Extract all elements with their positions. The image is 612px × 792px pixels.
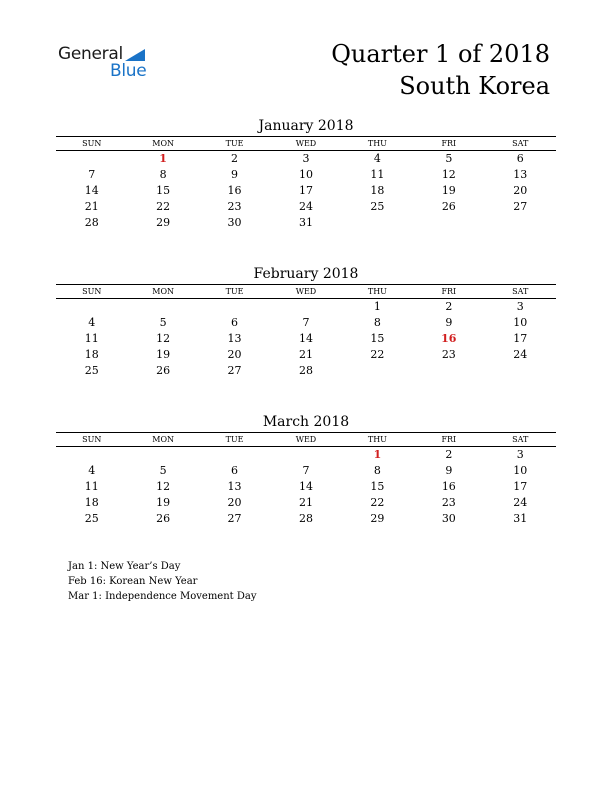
day-cell [127,299,198,315]
day-cell: 19 [441,184,456,197]
day-cell: 7 [88,168,96,181]
week-row [56,511,556,527]
day-cell: 25 [84,512,99,525]
day-cell: 16 [441,480,456,493]
week-row [56,347,556,363]
day-cell: 3 [516,448,524,461]
day-cell: 13 [513,168,528,181]
day-cell: 23 [441,496,456,509]
day-cell: 15 [370,332,385,345]
day-cell: 26 [156,512,171,525]
day-cell: 25 [370,200,385,213]
day-cell: 11 [370,168,385,181]
day-cell: 2 [231,152,239,165]
day-cell: 21 [84,200,99,213]
day-cell [342,215,413,231]
day-cell: 4 [88,316,96,329]
weekday-header [56,136,556,151]
week-row [56,447,556,463]
month-title: February 2018 [253,266,359,282]
month-calendar-february [56,264,556,379]
day-cell: 13 [227,480,242,493]
week-row [56,215,556,231]
weekday-label: SAT [512,139,529,148]
weekday-label: TUE [225,287,244,296]
weekday-label: THU [367,287,387,296]
day-cell: 18 [370,184,385,197]
day-cell: 8 [373,316,381,329]
day-cell: 20 [227,348,242,361]
day-cell [485,363,556,379]
weekday-label: SUN [82,139,102,148]
weekday-label: SAT [512,287,529,296]
logo-text-general: General [58,44,123,64]
day-cell: 28 [84,216,99,229]
weekday-label: FRI [441,139,457,148]
day-cell: 15 [370,480,385,493]
day-cell: 19 [156,496,171,509]
day-cell: 12 [156,480,171,493]
day-cell [485,215,556,231]
day-cell [342,363,413,379]
day-cell: 27 [227,512,242,525]
day-cell: 5 [159,464,167,477]
day-cell: 22 [370,348,385,361]
week-row [56,331,556,347]
month-calendar-march [56,412,556,527]
day-cell [270,299,341,315]
day-cell: 24 [513,348,528,361]
weekday-label: MON [152,139,174,148]
day-cell: 18 [84,496,99,509]
day-cell: 9 [445,464,453,477]
day-cell [270,447,341,463]
holiday-day-cell: 1 [373,448,382,461]
day-cell: 22 [370,496,385,509]
day-cell [413,215,484,231]
day-cell: 5 [159,316,167,329]
day-cell [413,363,484,379]
weekday-label: WED [295,139,317,148]
day-cell: 7 [302,316,310,329]
month-title: January 2018 [258,118,354,134]
month-title: March 2018 [262,414,350,430]
day-cell: 12 [441,168,456,181]
day-cell: 4 [88,464,96,477]
holiday-note: Mar 1: Independence Movement Day [68,591,257,602]
day-cell: 13 [227,332,242,345]
week-row [56,199,556,215]
day-cell: 8 [159,168,167,181]
weekday-header [56,432,556,447]
day-cell: 31 [298,216,313,229]
day-cell: 12 [156,332,171,345]
day-cell: 2 [445,300,453,313]
day-cell: 11 [84,332,99,345]
day-cell: 11 [84,480,99,493]
day-cell: 27 [227,364,242,377]
week-row [56,479,556,495]
day-cell: 14 [84,184,99,197]
month-calendar-january [56,116,556,231]
day-cell: 29 [370,512,385,525]
week-row [56,299,556,315]
day-cell: 30 [441,512,456,525]
page-title [331,38,550,102]
day-cell: 14 [298,332,313,345]
week-row [56,463,556,479]
day-cell [56,447,127,463]
holiday-note: Jan 1: New Year’s Day [68,561,181,572]
week-row [56,183,556,199]
day-cell [199,447,270,463]
day-cell: 24 [298,200,313,213]
weekday-label: FRI [441,287,457,296]
day-cell: 3 [516,300,524,313]
day-cell: 24 [513,496,528,509]
day-cell: 19 [156,348,171,361]
holiday-note: Feb 16: Korean New Year [68,576,198,587]
weekday-label: MON [152,287,174,296]
day-cell: 10 [513,316,528,329]
week-row [56,495,556,511]
day-cell: 8 [373,464,381,477]
weekday-label: SUN [82,287,102,296]
day-cell [127,447,198,463]
title-quarter: Quarter 1 of 2018 [331,40,550,68]
weekday-header [56,284,556,299]
day-cell: 23 [441,348,456,361]
logo-flag-icon [125,49,145,61]
day-cell: 31 [513,512,528,525]
day-cell: 16 [227,184,242,197]
day-cell: 26 [156,364,171,377]
day-cell: 20 [513,184,528,197]
day-cell: 26 [441,200,456,213]
generalblue-logo [58,44,158,84]
day-cell: 30 [227,216,242,229]
day-cell: 15 [156,184,171,197]
day-cell: 28 [298,512,313,525]
weekday-label: MON [152,435,174,444]
week-row [56,363,556,379]
day-cell: 20 [227,496,242,509]
week-row [56,151,556,167]
weekday-label: FRI [441,435,457,444]
day-cell: 29 [156,216,171,229]
day-cell: 14 [298,480,313,493]
day-cell: 17 [513,332,528,345]
day-cell: 6 [231,316,239,329]
week-row [56,315,556,331]
day-cell: 25 [84,364,99,377]
day-cell: 17 [513,480,528,493]
day-cell: 22 [156,200,171,213]
day-cell [56,151,127,167]
title-country: South Korea [399,72,550,100]
day-cell: 10 [513,464,528,477]
day-cell: 10 [298,168,313,181]
weekday-label: TUE [225,139,244,148]
day-cell: 7 [302,464,310,477]
holiday-notes [68,559,257,604]
day-cell: 4 [373,152,381,165]
day-cell [56,299,127,315]
day-cell: 23 [227,200,242,213]
day-cell: 9 [445,316,453,329]
day-cell: 27 [513,200,528,213]
logo-text-blue: Blue [110,61,147,81]
weekday-label: WED [295,287,317,296]
day-cell [199,299,270,315]
day-cell: 21 [298,496,313,509]
weekday-label: SUN [82,435,102,444]
day-cell: 18 [84,348,99,361]
day-cell: 9 [231,168,239,181]
day-cell: 6 [516,152,524,165]
day-cell: 21 [298,348,313,361]
week-row [56,167,556,183]
weekday-label: WED [295,435,317,444]
day-cell: 1 [373,300,381,313]
day-cell: 17 [298,184,313,197]
day-cell: 5 [445,152,453,165]
holiday-day-cell: 16 [441,332,457,345]
weekday-label: TUE [225,435,244,444]
day-cell: 6 [231,464,239,477]
weekday-label: THU [367,435,387,444]
weekday-label: SAT [512,435,529,444]
day-cell: 28 [298,364,313,377]
day-cell: 2 [445,448,453,461]
holiday-day-cell: 1 [159,152,167,165]
day-cell: 3 [302,152,310,165]
weekday-label: THU [367,139,387,148]
